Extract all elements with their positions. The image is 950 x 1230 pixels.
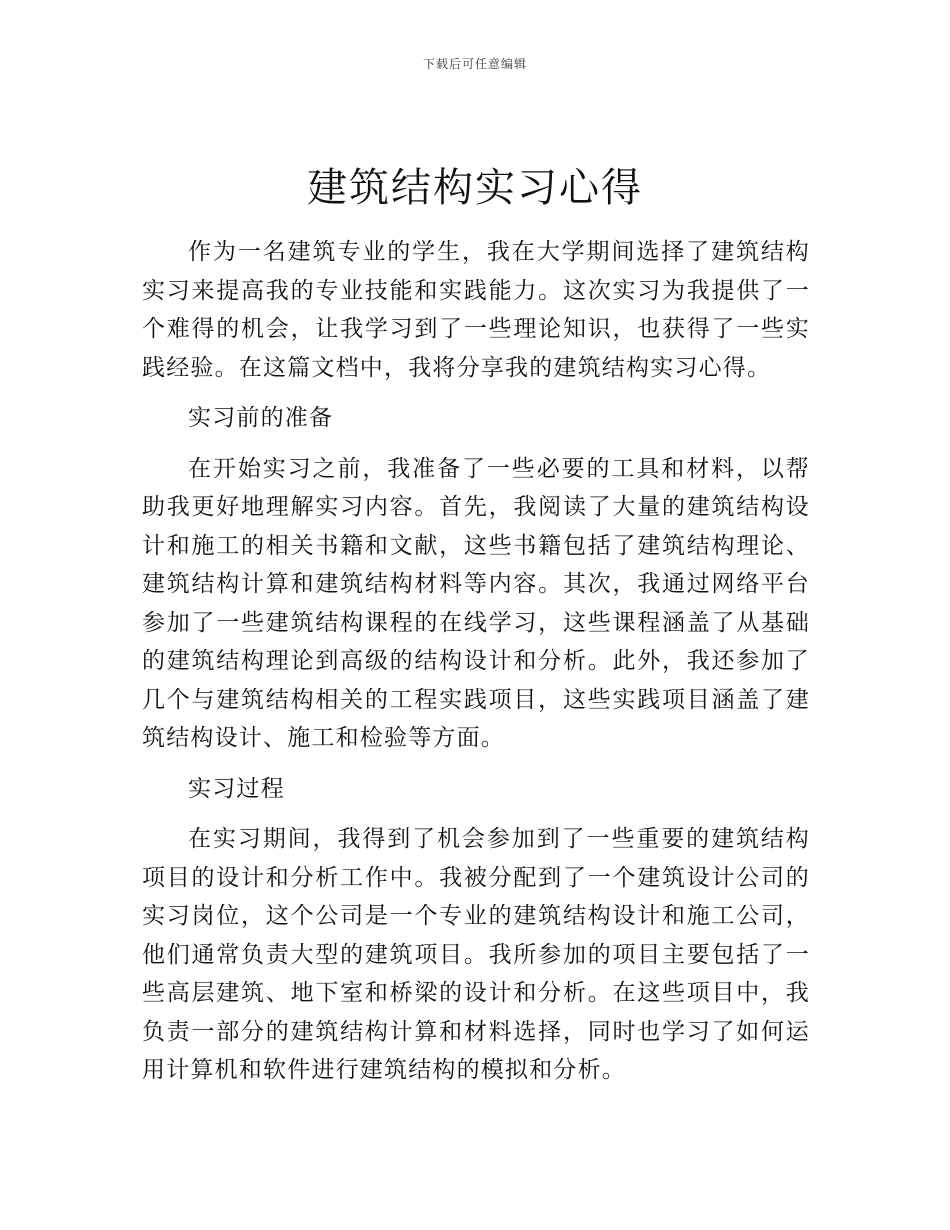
section-heading-preparation: 实习前的准备 (188, 405, 334, 431)
document-title: 建筑结构实习心得 (307, 165, 643, 211)
document-body (142, 233, 810, 1102)
page-header: 下载后可任意编辑 (422, 57, 527, 71)
paragraph-preparation: 在开始实习之前，我准备了一些必要的工具和材料，以帮助我更好地理解实习内容。首先，我阅读了大量的建筑结构设计和施工的相关书籍和文献，这些书籍包括了建筑结构理论、建筑结构计算和建筑结构材料等内容。其次，我通过网络平台参加了一些建筑结构课程的在线学习，这些课程涵盖了从基础的建筑结构理论到高级的结构设计和分析。此外，我还参加了几个与建筑结构相关的工程实践项目，这些实践项目涵盖了建筑结构设计、施工和检验等方面。 (142, 455, 810, 751)
section-heading-process: 实习过程 (188, 775, 285, 802)
paragraph-intro: 作为一名建筑专业的学生，我在大学期间选择了建筑结构实习来提高我的专业技能和实践能力。这次实习为我提供了一个难得的机会，让我学习到了一些理论知识，也获得了一些实践经验。在这篇文档中，我将分享我的建筑结构实习心得。 (142, 239, 810, 381)
paragraph-process: 在实习期间，我得到了机会参加到了一些重要的建筑结构项目的设计和分析工作中。我被分配到了一个建筑设计公司的实习岗位，这个公司是一个专业的建筑结构设计和施工公司，他们通常负责大型的建筑项目。我所参加的项目主要包括了一些高层建筑、地下室和桥梁的设计和分析。在这些项目中，我负责一部分的建筑结构计算和材料选择，同时也学习了如何运用计算机和软件进行建筑结构的模拟和分析。 (142, 826, 810, 1083)
